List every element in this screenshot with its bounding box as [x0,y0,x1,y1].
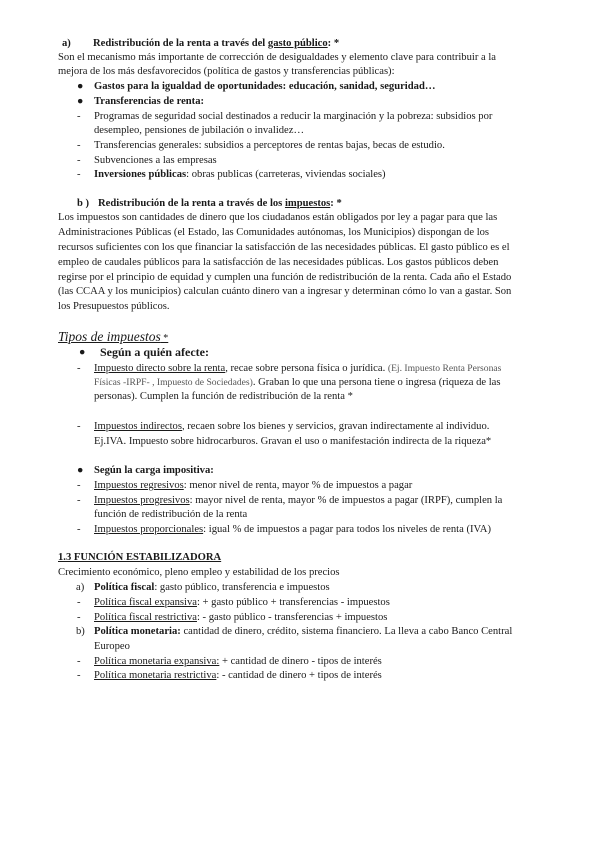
proporcionales-underlined: Impuestos proporcionales [94,524,204,535]
dash-icon: - [77,670,81,681]
sub-item-seguridad-line1: Programas de seguridad social destinados a reducir la marginación y la pobreza: subsidios por [94,111,493,122]
dash-icon: - [77,111,81,122]
section-a-intro-line2: mejora de los más desfavorecidos (política de gastos y transferencias públicas): [58,66,395,77]
tipos-heading-text: Tipos de impuestos [58,329,161,344]
indirecto-rest: , recaen sobre los bienes y servicios, gravan indirectamente al individuo. [181,421,490,432]
directo-line3: personas). Cumplen la función de redistribución de la renta * [94,391,353,402]
monetaria-expansiva-underlined: Política monetaria expansiva: [94,656,220,667]
politica-monetaria-rest: cantidad de dinero, crédito, sistema financiero. La lleva a cabo Banco Central [180,626,513,637]
section-a-heading [93,37,339,51]
section-b-heading-underlined: impuestos [284,198,331,209]
dash-icon: - [77,421,81,432]
directo-line2 [94,376,501,390]
funcion-b-marker: b) [76,626,85,637]
list-item-igualdad: Gastos para la igualdad de oportunidades: educación, sanidad, seguridad… [94,81,436,92]
bullet-icon: ● [77,81,84,92]
fiscal-restrictiva-rest: : - gasto público - transferencias + impuestos [196,612,388,623]
fiscal-expansiva-rest: : + gasto público + transferencias - impuestos [196,597,390,608]
monetaria-restrictiva-line [94,669,382,683]
directo-underlined: Impuesto directo sobre la renta [94,363,226,374]
monetaria-expansiva-line [94,655,382,669]
inversiones-bold: Inversiones públicas [94,169,187,180]
sub-item-generales: Transferencias generales: subsidios a perceptores de rentas bajas, becas de estudio. [94,140,445,151]
politica-monetaria-line1 [94,625,512,639]
bullet-icon: ● [77,96,84,107]
proporcionales-line [94,523,491,537]
fiscal-restrictiva-underlined: Política fiscal restrictiva [94,612,197,623]
indirecto-line2: Ej.IVA. Impuesto sobre hidrocarburos. Gravan el uso o manifestación indirecta de la riqueza* [94,436,492,447]
section-b-marker: b ) [77,198,90,209]
section-a-intro-line1: Son el mecanismo más importante de corrección de desigualdades y elemento clave para contribuir a la [58,52,497,63]
indirecto-line1 [94,420,489,434]
section-b-para-line2: Administraciones Públicas (el Estado, las Comunidades autónomas, los Municipios) dispongan de los [58,227,490,238]
dash-icon: - [77,524,81,535]
section-b-heading [98,197,342,211]
directo-example-1: (Ej. Impuesto Renta Personas [387,363,502,374]
regresivos-rest: : menor nivel de renta, mayor % de impuestos a pagar [183,480,413,491]
proporcionales-rest: : igual % de impuestos a pagar para todos los niveles de renta (IVA) [203,524,491,535]
politica-monetaria-line2: Europeo [94,641,130,652]
section-b-heading-star: : * [330,198,342,209]
section-b-para-line1: Los impuestos son cantidades de dinero que los ciudadanos están obligados por ley a pagar para que las [58,212,498,223]
indirecto-underlined: Impuestos indirectos [94,421,182,432]
list-item-transferencias: Transferencias de renta: [94,96,205,107]
funcion-a-marker: a) [76,582,85,593]
progresivos-rest: : mayor nivel de renta, mayor % de impuestos a pagar (IRPF), cumplen la [189,495,503,506]
dash-icon: - [77,363,81,374]
directo-rest: , recae sobre persona física o jurídica. [225,363,388,374]
section-a-heading-underlined: gasto público [267,38,328,49]
progresivos-line1 [94,494,502,508]
dash-icon: - [77,495,81,506]
dash-icon: - [77,656,81,667]
politica-fiscal-bold: Política fiscal [94,582,155,593]
funcion-intro: Crecimiento económico, pleno empleo y estabilidad de los precios [58,567,340,578]
monetaria-restrictiva-underlined: Política monetaria restrictiva [94,670,217,681]
dash-icon: - [77,155,81,166]
section-b-para-line4: empleo de caudales públicos para la satisfacción de las necesidades públicas. Los gastos públicos deben [58,257,499,268]
funcion-heading: 1.3 FUNCIÓN ESTABILIZADORA [58,552,222,563]
quien-afecte-heading: Según a quién afecte: [100,345,209,359]
sub-item-subvenciones: Subvenciones a las empresas [94,155,217,166]
dash-icon: - [77,597,81,608]
monetaria-expansiva-rest: + cantidad de dinero - tipos de interés [219,656,382,667]
section-a-heading-star: : * [327,38,340,49]
section-b-para-line6: (las CCAA y los municipios) calculan cuánto dinero van a ingresar y determinan cómo lo van a gastar. Son [58,286,512,297]
carga-heading: Según la carga impositiva: [94,465,214,476]
directo-line1 [94,362,501,376]
fiscal-expansiva-line [94,596,390,610]
dash-icon: - [77,140,81,151]
inversiones-rest: : obras publicas (carreteras, viviendas sociales) [186,169,386,180]
progresivos-underlined: Impuestos progresivos [94,495,190,506]
directo-example-2: Físicas -IRPF- , Impuesto de Sociedades) [94,377,253,388]
bullet-icon: ● [79,347,86,358]
politica-fiscal-line [94,581,330,595]
bullet-icon: ● [77,465,84,476]
section-b-para-line5: regirse por el principio de equidad y cumplen una función de redistribución de la renta. Cada año el Estado [58,272,512,283]
regresivos-line [94,479,412,493]
progresivos-line2: función de redistribución de la renta [94,509,248,520]
fiscal-restrictiva-line [94,611,387,625]
sub-item-inversiones [94,168,386,182]
section-a-heading-text: Redistribución de la renta a través del [93,38,268,49]
section-b-heading-text: Redistribución de la renta a través de los [98,198,285,209]
politica-fiscal-rest: : gasto público, transferencia e impuestos [154,582,330,593]
fiscal-expansiva-underlined: Política fiscal expansiva [94,597,197,608]
section-a-marker: a) [62,38,71,49]
dash-icon: - [77,480,81,491]
sub-item-seguridad-line2: desempleo, pensiones de jubilación o invalidez… [94,125,305,136]
monetaria-restrictiva-rest: : - cantidad de dinero + tipos de interés [216,670,382,681]
politica-monetaria-bold: Política monetaria: [94,626,181,637]
section-b-para-line7: los Presupuestos públicos. [58,301,170,312]
directo-rest-2: . Graban lo que una persona tiene o ingresa (riqueza de las [252,377,501,388]
regresivos-underlined: Impuestos regresivos [94,480,184,491]
section-b-para-line3: recursos suficientes con los que financiar la satisfacción de las necesidades públicas. El gasto público es el [58,242,510,253]
tipos-heading-star: * [160,333,169,344]
dash-icon: - [77,612,81,623]
dash-icon: - [77,169,81,180]
